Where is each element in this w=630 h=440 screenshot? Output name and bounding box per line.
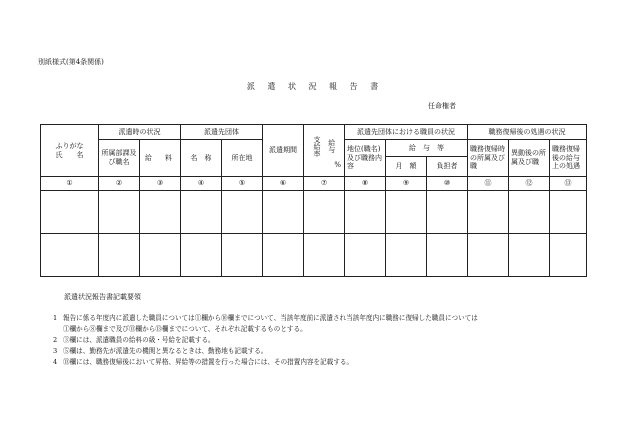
status-group-header: 派遣時の状況: [99, 125, 181, 140]
dest-name-header: 名 称: [181, 140, 222, 177]
ratio-label-b: 支給率: [313, 135, 321, 157]
table-cell[interactable]: [386, 234, 427, 277]
ratio-header: [304, 125, 345, 177]
note-number: 1: [53, 314, 58, 322]
name-header: [41, 125, 99, 177]
col-number-13: ⑬: [550, 177, 587, 191]
table-cell[interactable]: [304, 234, 345, 277]
table-cell[interactable]: [427, 234, 468, 277]
table-cell[interactable]: [550, 191, 587, 234]
table-cell[interactable]: [468, 234, 509, 277]
table-row: [41, 191, 587, 234]
table-cell[interactable]: [509, 234, 550, 277]
document-title: 派 遣 状 況 報 告 書: [246, 82, 384, 91]
table-cell[interactable]: [427, 191, 468, 234]
col-number-4: ④: [181, 177, 222, 191]
staff-group-header: 派遣先団体における職員の状況: [345, 125, 468, 140]
form-reference: 別紙様式(第4条関係): [38, 58, 104, 66]
note-text: 報告に係る年度内に派遣した職員については①欄から⑩欄までについて、当該年度前に派遣され当該年度内に職務に復帰した職員については: [63, 314, 478, 322]
ratio-label-a: 給与: [327, 139, 336, 154]
col-number-3: ③: [140, 177, 181, 191]
col-number-1: ①: [41, 177, 99, 191]
note-text: ⑤欄は、勤務先が派遣先の機関と異なるときは、勤務地も記載する。: [63, 347, 268, 355]
dest-location-header: 所在地: [222, 140, 263, 177]
table-row: [41, 234, 587, 277]
monthly-header: 月 額: [386, 157, 427, 177]
table-cell[interactable]: [41, 191, 99, 234]
note-text: ①欄から⑧欄まで及び⑪欄から⑬欄までについて、それぞれ記載するものとする。: [63, 325, 307, 333]
period-header: 派遣期間: [263, 125, 304, 177]
position-header: 地位(職名)及び職務内容: [345, 140, 386, 177]
note-item: [53, 345, 267, 355]
pay-group-header: 給 与 等: [386, 140, 468, 157]
note-text: ③欄には、派遣職員の給料の級・号給を記載する。: [63, 336, 215, 344]
note-text: ⑬欄には、職務復帰後において昇格、昇給等の措置を行った場合には、その措置内容を記載する。: [63, 358, 354, 366]
col-number-5: ⑤: [222, 177, 263, 191]
table-cell[interactable]: [181, 234, 222, 277]
table-cell[interactable]: [222, 191, 263, 234]
table-cell[interactable]: [99, 191, 140, 234]
table-cell[interactable]: [304, 191, 345, 234]
note-number: 2: [53, 336, 58, 344]
note-item-continued: [53, 323, 307, 333]
note-number: 3: [53, 347, 58, 355]
dept-header: 所属部課及び職名: [99, 140, 140, 177]
appointer-label: 任命権者: [428, 102, 456, 110]
furigana-label: ふりがな: [55, 141, 84, 150]
table-cell[interactable]: [181, 191, 222, 234]
col-number-6: ⑥: [263, 177, 304, 191]
table-cell[interactable]: [550, 234, 587, 277]
col-number-8: ⑧: [345, 177, 386, 191]
table-cell[interactable]: [263, 191, 304, 234]
note-number: 4: [53, 358, 58, 366]
dest-group-header: 派遣先団体: [181, 125, 263, 140]
note-item: [53, 312, 478, 322]
table-cell[interactable]: [263, 234, 304, 277]
table-cell[interactable]: [140, 191, 181, 234]
table-cell[interactable]: [468, 191, 509, 234]
table-cell[interactable]: [222, 234, 263, 277]
payer-header: 負担者: [427, 157, 468, 177]
table-cell[interactable]: [345, 191, 386, 234]
note-item: [53, 356, 353, 366]
note-item: [53, 334, 215, 344]
ratio-unit: %: [334, 161, 341, 170]
table-cell[interactable]: [509, 191, 550, 234]
col-number-2: ②: [99, 177, 140, 191]
col-number-9: ⑨: [386, 177, 427, 191]
return-transfer-header: 異動後の所属及び職: [509, 140, 550, 177]
name-label: 氏 名: [55, 150, 84, 159]
table-cell[interactable]: [386, 191, 427, 234]
table-cell[interactable]: [41, 234, 99, 277]
return-pay-header: 職務復帰後の給与上の処遇: [550, 140, 587, 177]
col-number-10: ⑩: [427, 177, 468, 191]
table-cell[interactable]: [345, 234, 386, 277]
table-cell[interactable]: [99, 234, 140, 277]
dispatch-report-table: [40, 124, 587, 277]
return-position-header: 職務復帰時の所属及び職: [468, 140, 509, 177]
col-number-12: ⑫: [509, 177, 550, 191]
return-group-header: 職務復帰後の処遇の状況: [468, 125, 587, 140]
table-cell[interactable]: [140, 234, 181, 277]
col-number-11: ⑪: [468, 177, 509, 191]
col-number-7: ⑦: [304, 177, 345, 191]
salary-header: 給 料: [140, 140, 181, 177]
notes-title: 派遣状況報告書記載要領: [64, 293, 141, 301]
